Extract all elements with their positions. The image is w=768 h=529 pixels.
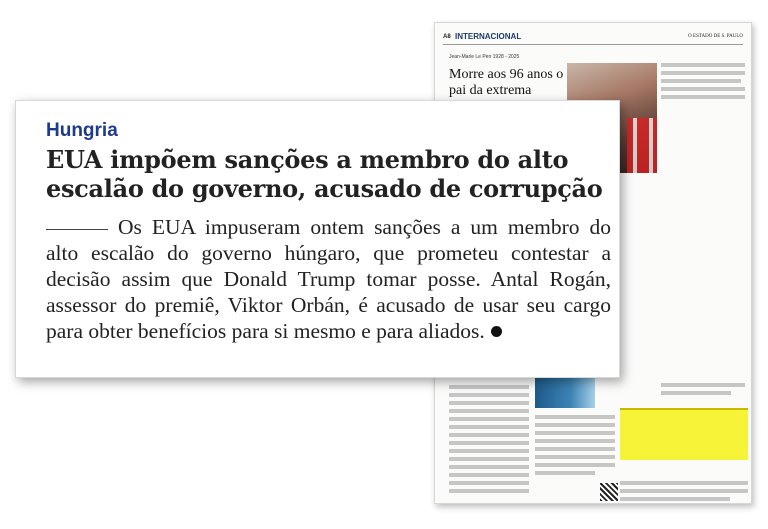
page-header — [443, 31, 743, 45]
page-number: A8 — [443, 34, 451, 40]
obituary-headline: Morre aos 96 anos o pai da extrema — [449, 67, 564, 98]
article-lede-text: Os EUA impuseram ontem sanções a um membro do alto escalão do governo húngaro, que prometeu contestar a decisão assim que Donald Trump tomar posse. Antal Rogán, assessor do premiê, Viktor Orbán, é acusado de usar seu cargo para obter benefícios para si mesmo e para aliados. — [46, 215, 611, 343]
article-kicker: Hungria — [46, 120, 118, 141]
end-of-article-mark — [491, 326, 502, 337]
article-lede — [46, 214, 611, 344]
article-headline: EUA impõem sanções a membro do alto escalão do governo, acusado de corrupção — [46, 145, 603, 203]
highlighted-article — [620, 408, 748, 460]
qr-code — [600, 483, 618, 501]
advertisement-image — [535, 378, 595, 408]
masthead: O ESTADO DE S. PAULO — [688, 34, 743, 39]
obituary-byline: Jean-Marie Le Pen 1928 - 2025 — [449, 54, 520, 60]
article-clipping — [15, 100, 620, 378]
section-name: INTERNACIONAL — [455, 32, 522, 41]
